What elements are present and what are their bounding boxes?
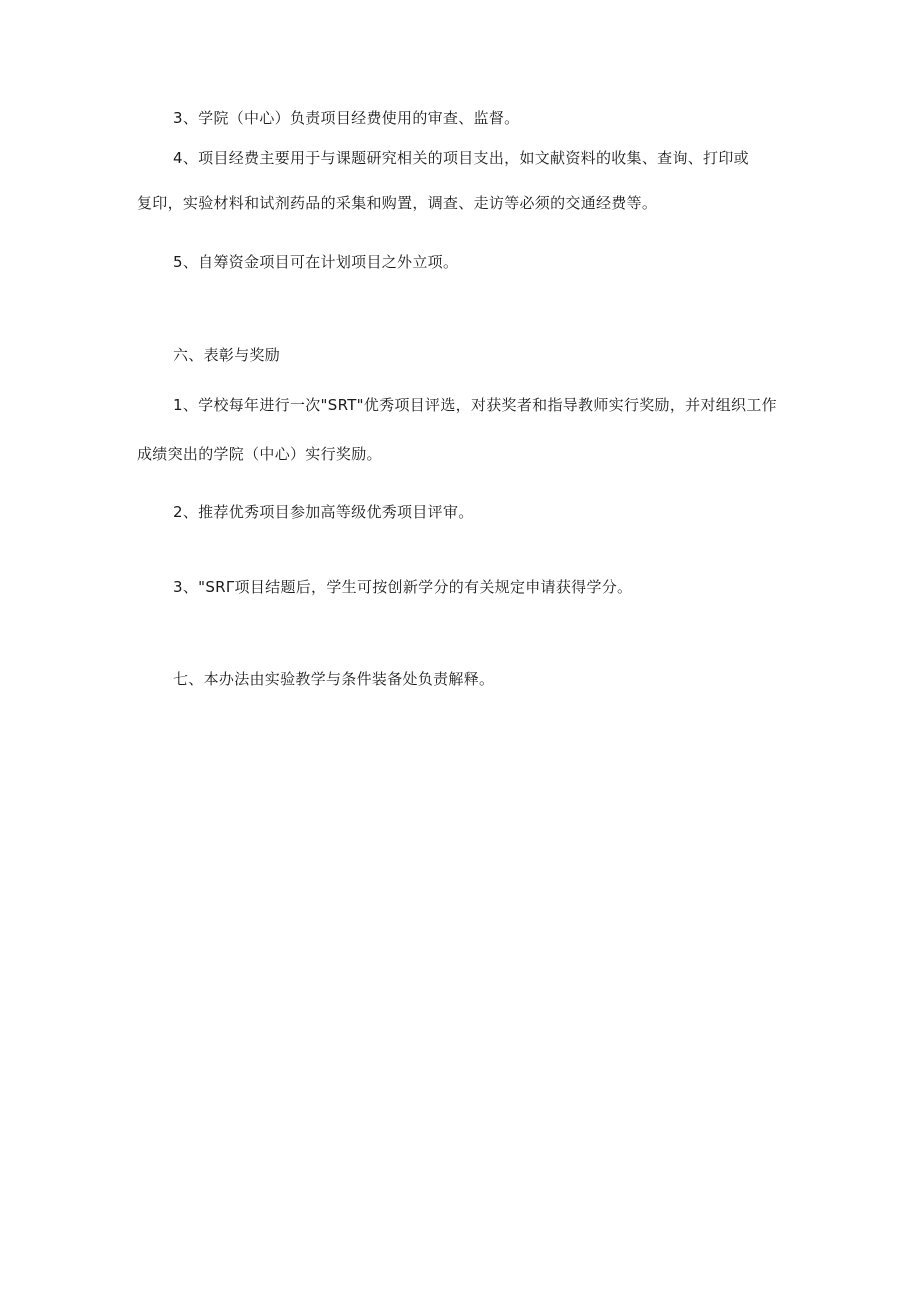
clause-1-annual-selection: 1、学校每年进行一次"SRT"优秀项目评选，对获奖者和指导教师实行奖励，并对组织工作 — [173, 396, 777, 414]
clause-4-funding-usage: 4、项目经费主要用于与课题研究相关的项目支出，如文献资料的收集、查询、打印或 — [173, 149, 749, 167]
section-7-interpretation: 七、本办法由实验教学与条件装备处负责解释。 — [173, 670, 495, 688]
clause-2-recommend-projects: 2、推荐优秀项目参加高等级优秀项目评审。 — [173, 503, 474, 521]
clause-1-annual-selection-cont: 成绩突出的学院（中心）实行奖励。 — [137, 445, 382, 463]
clause-3-review-supervision: 3、学院（中心）负责项目经费使用的审查、监督。 — [173, 109, 520, 127]
clause-5-self-funded: 5、自筹资金项目可在计划项目之外立项。 — [173, 253, 459, 271]
section-6-heading: 六、表彰与奖励 — [173, 346, 281, 364]
clause-3-credits: 3、"SRΓ项目结题后，学生可按创新学分的有关规定申请获得学分。 — [173, 578, 633, 596]
clause-4-funding-usage-cont: 复印，实验材料和试剂药品的采集和购置，调查、走访等必须的交通经费等。 — [137, 194, 658, 212]
